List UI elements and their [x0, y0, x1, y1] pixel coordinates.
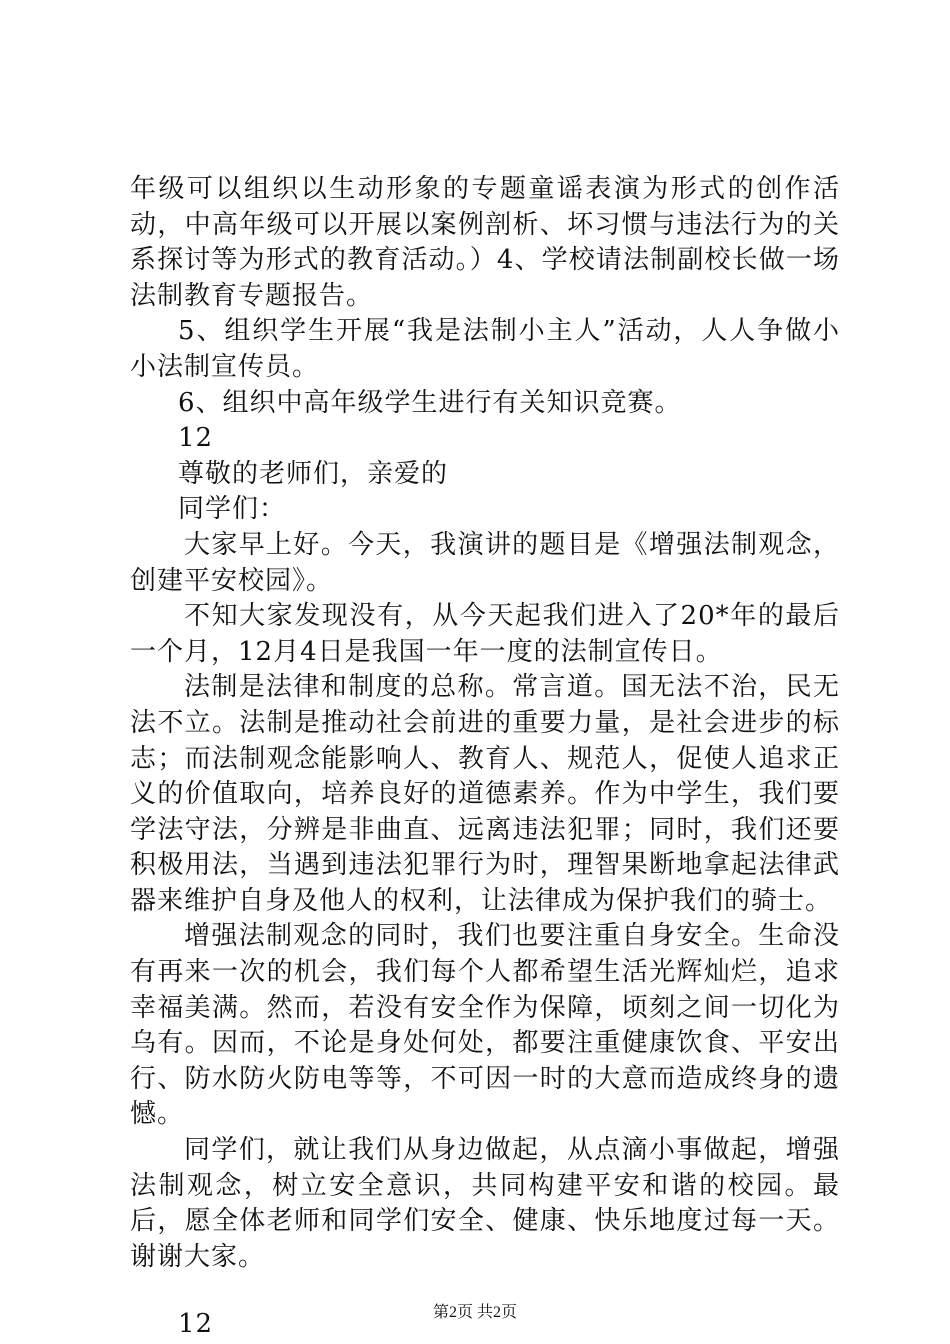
speech-salutation: 尊敬的老师们，亲爱的 — [178, 458, 449, 489]
document-body — [130, 172, 840, 1343]
paragraph-safety: 增强法制观念的同时，我们也要注重自身安全。生命没有再来一次的机会，我们每个人都希望生活光辉灿烂，追求幸福美满。然而，若没有安全作为保障，顷刻之间一切化为乌有。因而，不论是身处何处，都要注重健康饮食、平安出行、防水防火防电等等，不可因一时的大意而造成终身的遗憾。 — [130, 921, 840, 1130]
paragraph-speech-intro: 大家早上好。今天，我演讲的题目是《增强法制观念，创建平安校园》。 — [130, 529, 840, 596]
paragraph-legal-day: 不知大家发现没有，从今天起我们进入了20*年的最后一个月，12月4日是我国一年一度的法制宣传日。 — [130, 601, 840, 667]
paragraph-item-5: 5、组织学生开展“我是法制小主人”活动，人人争做小小法制宣传员。 — [130, 316, 840, 382]
paragraph-item-6: 6、组织中高年级学生进行有关知识竞赛。 — [178, 387, 682, 418]
speech-salutation-continued: 同学们： — [178, 494, 287, 525]
page-footer: 第2页 共2页 — [432, 1304, 517, 1321]
section-number: 12 — [178, 1309, 214, 1340]
section-number: 12 — [178, 423, 214, 454]
paragraph-activity-continuation: 年级可以组织以生动形象的专题童谣表演为形式的创作活动，中高年级可以开展以案例剖析、坏习惯与违法行为的关系探讨等为形式的教育活动。）4、学校请法制副校长做一场法制教育专题报告。 — [130, 174, 840, 311]
paragraph-closing: 同学们，就让我们从身边做起，从点滴小事做起，增强法制观念，树立安全意识，共同构建平安和谐的校园。最后，愿全体老师和同学们安全、健康、快乐地度过每一天。谢谢大家。 — [130, 1135, 840, 1272]
paragraph-legal-system: 法制是法律和制度的总称。常言道。国无法不治，民无法不立。法制是推动社会前进的重要力量，是社会进步的标志；而法制观念能影响人、教育人、规范人，促使人追求正义的价值取向，培养良好的道德素养。作为中学生，我们要学法守法，分辨是非曲直、远离违法犯罪；同时，我们还要积极用法，当遇到违法犯罪行为时，理智果断地拿起法律武器来维护自身及他人的权利，让法律成为保护我们的骑士。 — [130, 672, 840, 916]
